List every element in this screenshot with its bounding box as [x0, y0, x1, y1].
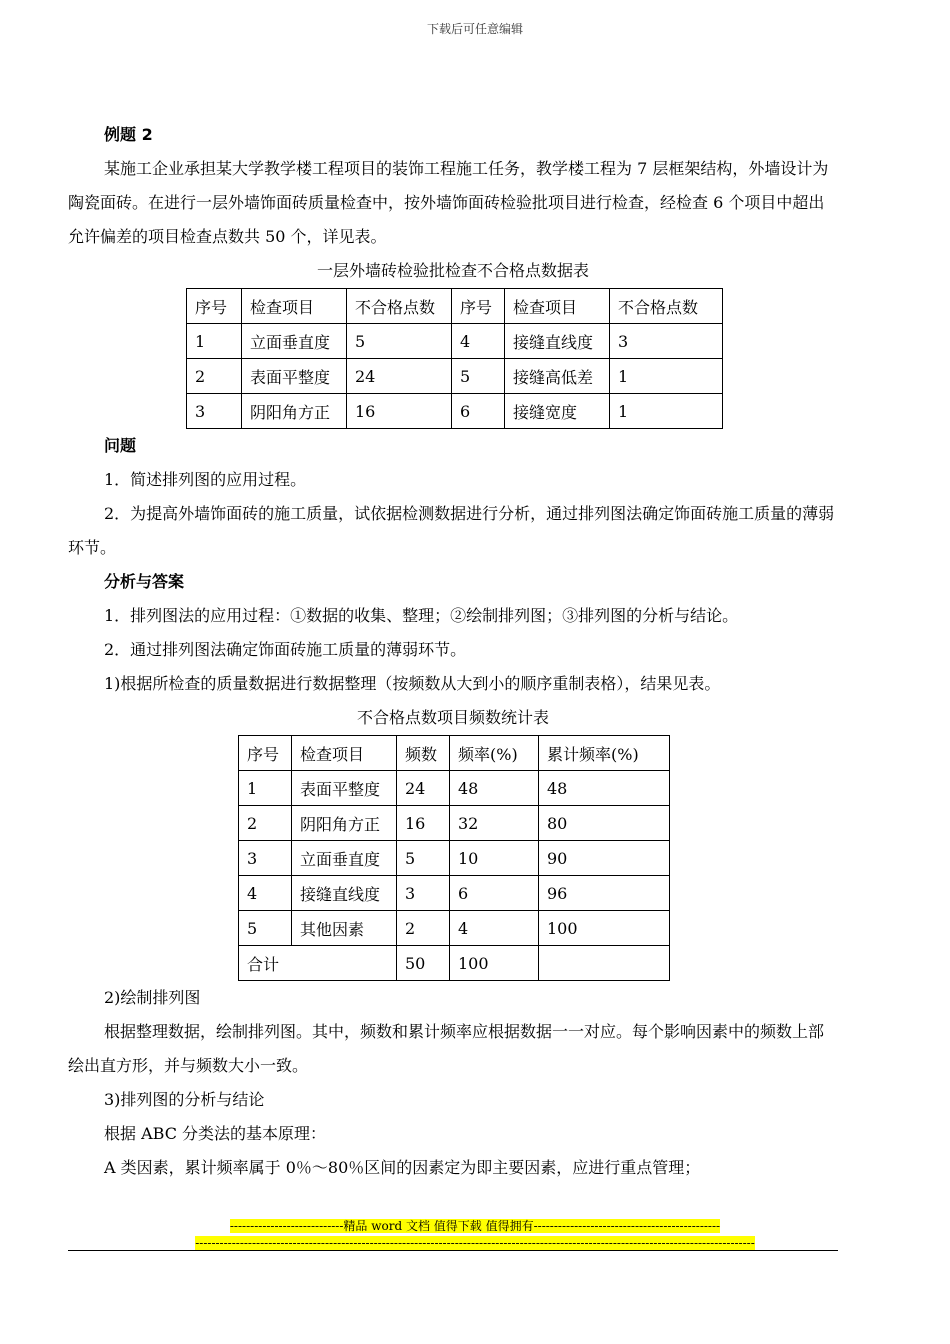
table-cell: 表面平整度: [292, 771, 397, 806]
inspection-defects-table: [186, 288, 723, 429]
document-body: [68, 118, 838, 1185]
table-header-row: [239, 736, 670, 771]
table-cell: 接缝直线度: [292, 876, 397, 911]
table-cell: 其他因素: [292, 911, 397, 946]
table-header-cell: 序号: [239, 736, 292, 771]
question-item: 1．简述排列图的应用过程。: [104, 470, 307, 489]
footer-highlight: ------------------------------------------------------------------------------------------------------------------------------------------: [195, 1236, 755, 1250]
table-cell: 3: [187, 394, 242, 429]
example-title: 例题 2: [104, 125, 153, 144]
answer-item: 1．排列图法的应用过程：①数据的收集、整理；②绘制排列图；③排列图的分析与结论。: [104, 606, 739, 625]
table-cell: 10: [450, 841, 539, 876]
class-a-text: A 类因素，累计频率属于 0％～80％区间的因素定为即主要因素，应进行重点管理；: [104, 1158, 701, 1177]
table-cell: 24: [397, 771, 450, 806]
table-total-row: [239, 946, 670, 981]
total-label-cell: 合计: [239, 946, 397, 981]
table-cell: 4: [450, 911, 539, 946]
table-cell: 5: [397, 841, 450, 876]
table-cell: 5: [347, 324, 452, 359]
table-cell: 2: [397, 911, 450, 946]
table-cell: 100: [539, 911, 670, 946]
table-cell: 接缝宽度: [505, 394, 610, 429]
table-header-cell: 检查项目: [292, 736, 397, 771]
table-header-cell: 累计频率(%): [539, 736, 670, 771]
table-header-cell: 不合格点数: [347, 289, 452, 324]
table-cell: 6: [450, 876, 539, 911]
table-cell: 48: [450, 771, 539, 806]
table-row: [239, 771, 670, 806]
frequency-stats-table: [238, 735, 670, 981]
table-cell: 16: [347, 394, 452, 429]
table-header-row: [187, 289, 723, 324]
table-cell: 6: [452, 394, 505, 429]
intro-paragraph: 某施工企业承担某大学教学楼工程项目的装饰工程施工任务，教学楼工程为 7 层框架结构，外墙设计为陶瓷面砖。在进行一层外墙饰面砖质量检查中，按外墙饰面砖检验批项目进行检查，经检查 6 个项目中超出允许偏差的项目检查点数共 50 个，详见表。: [68, 159, 829, 246]
table-cell: 阴阳角方正: [292, 806, 397, 841]
table-cell: 1: [610, 359, 723, 394]
table-row: [187, 359, 723, 394]
footer-banner-line1: [0, 1218, 950, 1234]
table-cell: 3: [397, 876, 450, 911]
table-cell: 接缝高低差: [505, 359, 610, 394]
table-cell: 2: [239, 806, 292, 841]
table-cell: 90: [539, 841, 670, 876]
abc-intro: 根据 ABC 分类法的基本原理：: [104, 1124, 327, 1143]
footer-banner-line2: [0, 1235, 950, 1251]
table-cell: 接缝直线度: [505, 324, 610, 359]
table-cell: 48: [539, 771, 670, 806]
question-item: 2．为提高外墙饰面砖的施工质量，试依据检测数据进行分析，通过排列图法确定饰面砖施工质量的薄弱环节。: [68, 504, 835, 557]
table-cell: 1: [610, 394, 723, 429]
table-header-cell: 检查项目: [242, 289, 347, 324]
table-cell: 1: [239, 771, 292, 806]
table-cell: 1: [187, 324, 242, 359]
footer-highlight: ----------------------------精品 word 文档 值得下载 值得拥有----------------------------------------------: [229, 1219, 721, 1233]
table-row: [239, 911, 670, 946]
table-cell: 立面垂直度: [242, 324, 347, 359]
footer-divider: [68, 1250, 838, 1251]
table1-caption: 一层外墙砖检验批检查不合格点数据表: [316, 261, 589, 280]
answers-heading: 分析与答案: [104, 572, 185, 591]
table-cell: 表面平整度: [242, 359, 347, 394]
table-row: [239, 806, 670, 841]
step2-title: 2)绘制排列图: [104, 988, 201, 1007]
table-cell: 2: [187, 359, 242, 394]
table-cell: 16: [397, 806, 450, 841]
header-note: 下载后可任意编辑: [426, 22, 523, 36]
step3-title: 3)排列图的分析与结论: [104, 1090, 265, 1109]
table-row: [187, 324, 723, 359]
table2-caption: 不合格点数项目频数统计表: [356, 708, 549, 727]
step2-paragraph: 根据整理数据，绘制排列图。其中，频数和累计频率应根据数据一一对应。每个影响因素中的频数上部绘出直方形，并与频数大小一致。: [68, 1022, 825, 1075]
table-cell: 阴阳角方正: [242, 394, 347, 429]
table-row: [239, 876, 670, 911]
table-cell: 4: [452, 324, 505, 359]
table-cell: 24: [347, 359, 452, 394]
table-cell: 3: [610, 324, 723, 359]
table-header-cell: 不合格点数: [610, 289, 723, 324]
total-rate-cell: 100: [450, 946, 539, 981]
table-row: [239, 841, 670, 876]
table-header-cell: 序号: [187, 289, 242, 324]
table-row: [187, 394, 723, 429]
table-header-cell: 频数: [397, 736, 450, 771]
table-cell: 5: [452, 359, 505, 394]
table-cell: 32: [450, 806, 539, 841]
table-header-cell: 检查项目: [505, 289, 610, 324]
table-cell: 80: [539, 806, 670, 841]
table-cell: 4: [239, 876, 292, 911]
answer-item: 1)根据所检查的质量数据进行数据整理（按频数从大到小的顺序重制表格），结果见表。: [104, 674, 721, 693]
total-freq-cell: 50: [397, 946, 450, 981]
table-cell: 3: [239, 841, 292, 876]
table-cell: 立面垂直度: [292, 841, 397, 876]
table-cell: 96: [539, 876, 670, 911]
total-cum-cell: [539, 946, 670, 981]
table-cell: 5: [239, 911, 292, 946]
questions-heading: 问题: [104, 436, 137, 455]
answer-item: 2．通过排列图法确定饰面砖施工质量的薄弱环节。: [104, 640, 467, 659]
table-header-cell: 序号: [452, 289, 505, 324]
table-header-cell: 频率(%): [450, 736, 539, 771]
